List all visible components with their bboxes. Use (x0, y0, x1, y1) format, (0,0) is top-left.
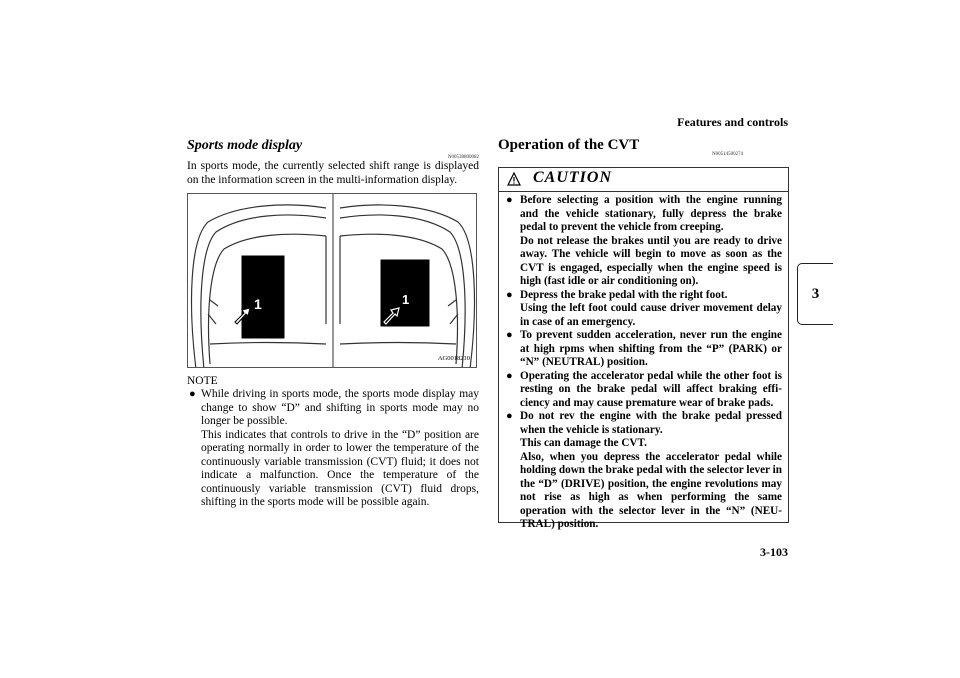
left-gear-number: 1 (254, 296, 262, 312)
caution-line: Also, when you depress the accelerator pedal while holding down the brake pedal with the selector lever in the “D” (DRIVE) position, the engine revolutions may not rise as high as when performing the same operation with the selector lever in the “N” (NEU-TRAL) position. (520, 450, 782, 530)
caution-line: This can damage the CVT. (520, 437, 647, 449)
intro-paragraph: In sports mode, the currently selected shift range is displayed on the information screen in the multi-information display. (187, 160, 479, 186)
chapter-tab: 3 (797, 263, 833, 325)
cluster-illustration (188, 194, 477, 368)
figure-code: AG0018210 (437, 355, 470, 362)
section-title: Sports mode display (187, 138, 303, 153)
caution-line: Operating the accelerator pedal while the other foot is resting on the brake pedal will affect braking effi-ciency and may cause premature wear of brake pads. (520, 369, 782, 409)
caution-box (498, 167, 789, 530)
caution-line: To prevent sudden acceleration, never run the engine at high rpms when shifting from the “P” (PARK) or “N” (NEUTRAL) position. (520, 329, 782, 368)
bullet-icon: ● (506, 410, 513, 422)
page-number: 3-103 (760, 545, 788, 559)
operation-title: Operation of the CVT (498, 137, 640, 153)
note-item (187, 388, 479, 510)
caution-header (499, 168, 788, 192)
sports-mode-section (187, 138, 479, 187)
caution-item (506, 289, 782, 330)
caution-item (506, 194, 782, 289)
note-line: This indicates that controls to drive in the “D” position are operating normally in order to lower the temperature of the continuously variable transmission (CVT) fluid; it does not indicate a malfunction. Once the temperature of the continuously variable transmission (CVT) fluid drops, shifting in the sports mode will be possible again. (201, 428, 479, 508)
section-code: N00538800082 (447, 155, 479, 160)
note-label: NOTE (187, 375, 218, 387)
operation-code: N00514500274 (712, 152, 744, 157)
note-block (187, 375, 479, 510)
bullet-icon: ● (506, 369, 513, 382)
caution-title: CAUTION (533, 169, 613, 186)
caution-line: Before selecting a position with the engine running and the vehicle stationary, fully depress the brake pedal to prevent the vehicle from creeping. (520, 194, 782, 233)
caution-item (506, 410, 782, 532)
caution-line: Using the left foot could cause driver movement delay in case of an emergency. (520, 302, 782, 328)
bullet-icon: ● (506, 288, 513, 301)
caution-line: Depress the brake pedal with the right foot. (520, 288, 728, 301)
caution-item (506, 370, 782, 411)
bullet-icon: ● (506, 194, 513, 206)
bullet-icon: ● (506, 329, 513, 341)
caution-line: Do not release the brakes until you are ready to drive away. The vehicle will begin to move as soon as the CVT is engaged, especially when the engine speed is high (fast idle or air conditioning on). (520, 234, 782, 287)
bullet-icon: ● (189, 388, 196, 400)
header-title: Features and controls (677, 115, 788, 129)
caution-line: Do not rev the engine with the brake pedal pressed when the vehicle is stationary. (520, 410, 782, 436)
warning-triangle-icon (507, 172, 521, 186)
caution-body (499, 192, 788, 532)
note-line: While driving in sports mode, the sports mode display may change to show “D” and shifting in sports mode may no longer be possible. (201, 388, 479, 427)
right-gear-number: 1 (402, 292, 410, 307)
instrument-cluster-figure (187, 193, 477, 368)
caution-item (506, 329, 782, 370)
